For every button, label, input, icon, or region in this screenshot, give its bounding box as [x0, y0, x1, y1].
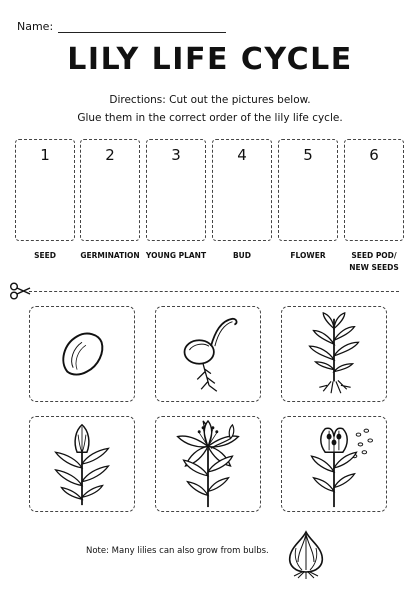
directions	[0, 91, 420, 127]
directions-line-1: Directions: Cut out the pictures below.	[109, 94, 311, 106]
young-plant-icon	[282, 307, 386, 401]
bulb-note: Note: Many lilies can also grow from bulbs.	[86, 546, 269, 556]
stage-label-young-plant: YOUNG PLANT	[145, 251, 207, 260]
glue-slot-2[interactable]	[80, 139, 140, 241]
stage-label-line-2: NEW SEEDS	[349, 263, 399, 272]
picture-card-flower[interactable]	[155, 416, 261, 512]
seed-icon	[30, 307, 134, 401]
scissors-icon	[9, 282, 31, 300]
worksheet-title: LILY LIFE CYCLE	[67, 42, 353, 77]
picture-card-bud[interactable]	[29, 416, 135, 512]
stage-label-seed-pod	[338, 250, 410, 274]
name-label: Name:	[17, 20, 54, 33]
picture-card-seed[interactable]	[29, 306, 135, 402]
lily-bud-icon	[30, 417, 134, 511]
slot-number: 6	[369, 146, 379, 164]
stage-label-seed: SEED	[34, 251, 56, 260]
glue-slot-4[interactable]	[212, 139, 272, 241]
cut-line	[29, 291, 399, 292]
picture-card-germination[interactable]	[155, 306, 261, 402]
germinating-seed-icon	[156, 307, 260, 401]
stage-label-germination: GERMINATION	[80, 251, 140, 260]
name-field	[17, 20, 226, 33]
lily-flower-icon	[156, 417, 260, 511]
picture-card-seed-pod[interactable]	[281, 416, 387, 512]
glue-slot-6[interactable]	[344, 139, 404, 241]
directions-line-2: Glue them in the correct order of the lily life cycle.	[77, 112, 343, 124]
slot-number: 2	[105, 146, 115, 164]
glue-slot-1[interactable]	[15, 139, 75, 241]
slot-number: 1	[40, 146, 50, 164]
seed-pod-icon	[282, 417, 386, 511]
glue-slot-3[interactable]	[146, 139, 206, 241]
name-write-line[interactable]	[58, 22, 226, 33]
stage-label-bud: BUD	[232, 251, 252, 260]
slot-number: 5	[303, 146, 313, 164]
stage-label-flower: FLOWER	[290, 251, 326, 260]
slot-number: 3	[171, 146, 181, 164]
glue-slot-5[interactable]	[278, 139, 338, 241]
slot-number: 4	[237, 146, 247, 164]
lily-bulb-icon	[284, 526, 328, 580]
picture-card-young-plant[interactable]	[281, 306, 387, 402]
stage-label-line-1: SEED POD/	[351, 251, 397, 260]
